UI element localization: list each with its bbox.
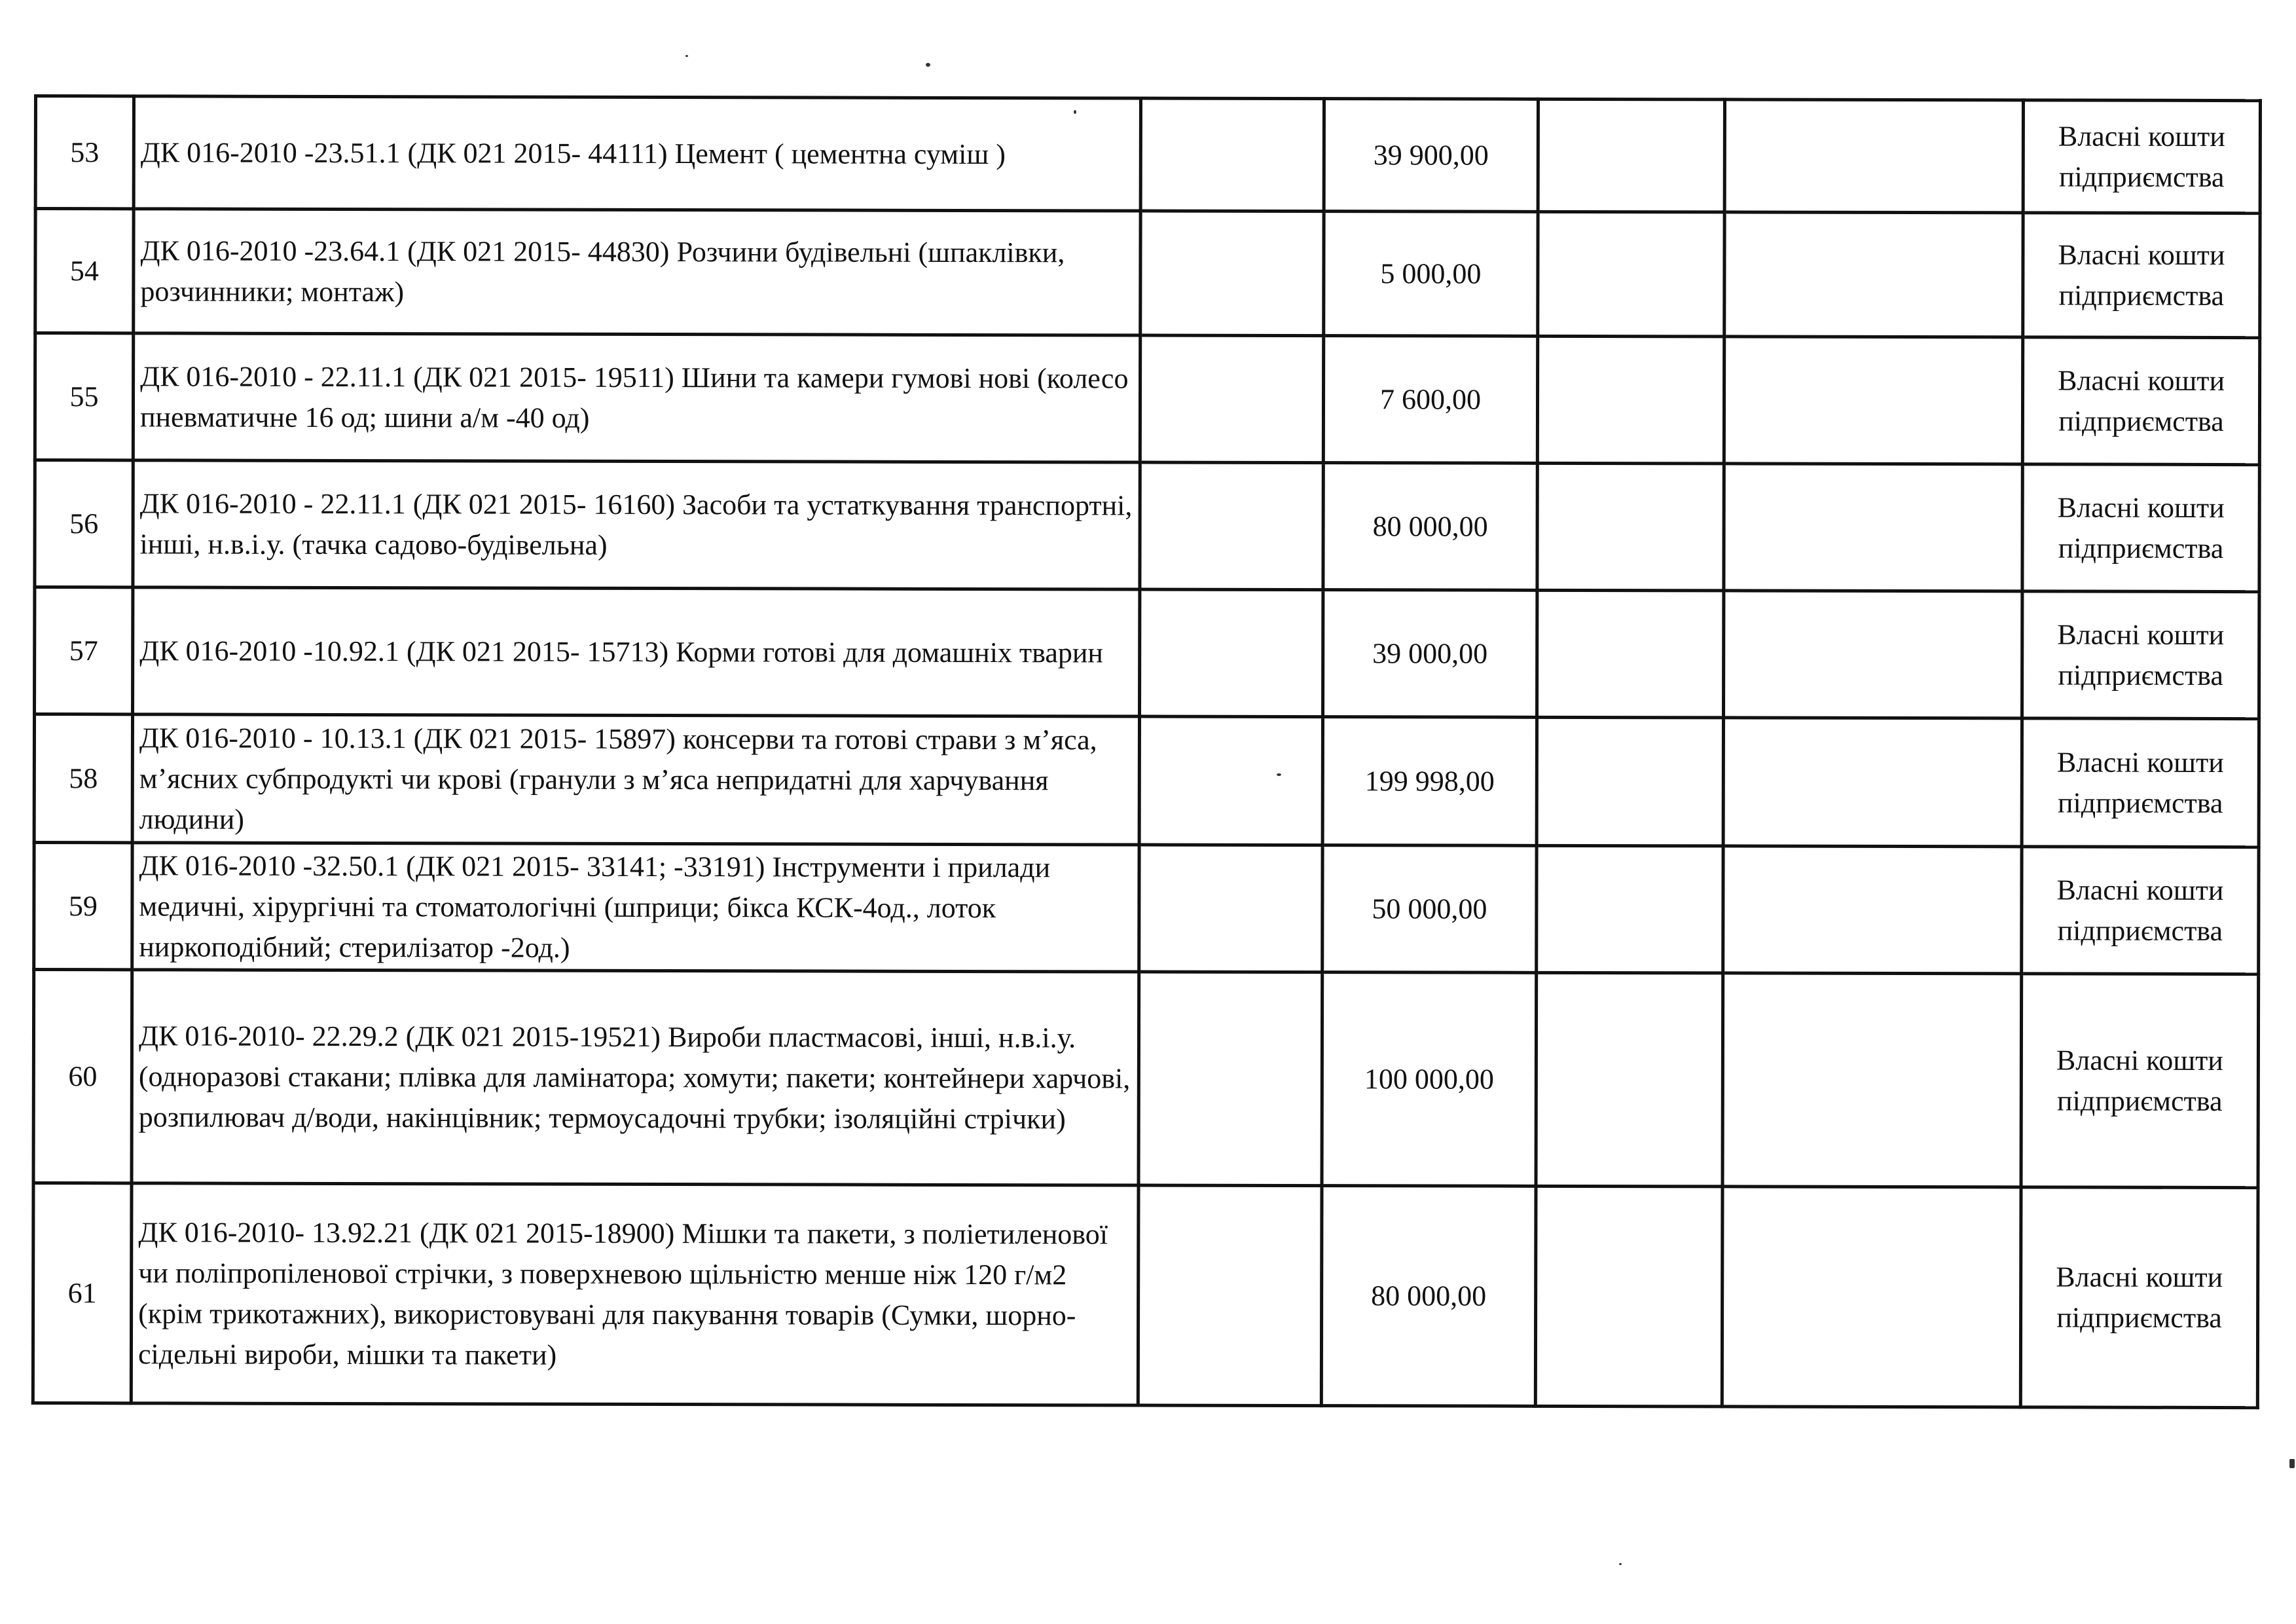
empty-cell	[1538, 99, 1724, 212]
table-row	[33, 1183, 2258, 1408]
row-number: 59	[34, 843, 132, 970]
empty-cell	[1139, 716, 1322, 845]
row-number: 53	[35, 96, 134, 209]
table-row	[35, 209, 2260, 338]
empty-cell	[1723, 718, 2022, 847]
funding-source: Власні кошти підприємства	[2022, 591, 2259, 719]
item-amount: 7 600,00	[1323, 336, 1537, 464]
item-description: ДК 016-2010 - 22.11.1 (ДК 021 2015- 16160) Засоби та устаткування транспортні, інші, н.в.і.у. (тачка садово-будівельна)	[133, 460, 1140, 589]
item-amount: 39 000,00	[1323, 590, 1537, 718]
empty-cell	[1536, 972, 1723, 1187]
scan-speck	[926, 63, 930, 67]
funding-source: Власні кошти підприємства	[2022, 337, 2259, 465]
empty-cell	[1724, 337, 2022, 464]
empty-cell	[1537, 463, 1724, 591]
empty-cell	[1140, 98, 1324, 212]
row-number: 58	[34, 714, 132, 843]
table-row	[35, 96, 2260, 213]
empty-cell	[1537, 717, 1723, 846]
row-number: 54	[35, 209, 134, 333]
row-number: 55	[35, 333, 133, 460]
empty-cell	[1139, 845, 1322, 972]
empty-cell	[1140, 462, 1323, 590]
scan-speck	[1619, 1563, 1622, 1565]
item-description: ДК 016-2010 -32.50.1 (ДК 021 2015- 33141; -33191) Інструменти і прилади медичні, хірургічні та стоматологічні (шприци; бікса КСК-4од., лоток ниркоподібний; стерилізатор -2од.)	[132, 843, 1139, 972]
row-number: 60	[33, 970, 132, 1183]
funding-source: Власні кошти підприємства	[2022, 464, 2259, 592]
empty-cell	[1537, 336, 1724, 464]
procurement-table	[31, 94, 2262, 1409]
empty-cell	[1139, 972, 1322, 1186]
empty-cell	[1140, 589, 1323, 717]
table-row	[33, 970, 2259, 1188]
item-description: ДК 016-2010 -10.92.1 (ДК 021 2015- 15713) Корми готові для домашніх тварин	[133, 587, 1140, 716]
table-row	[35, 333, 2259, 465]
scan-speck	[685, 55, 688, 57]
row-number: 57	[35, 587, 133, 714]
item-amount: 100 000,00	[1322, 972, 1537, 1187]
funding-source: Власні кошти підприємства	[2022, 847, 2259, 974]
item-description: ДК 016-2010 - 22.11.1 (ДК 021 2015- 19511) Шини та камери гумові нові (колесо пневматичне 16 од; шини а/м -40 од)	[133, 333, 1140, 462]
item-description: ДК 016-2010 - 10.13.1 (ДК 021 2015- 15897) консерви та готові страви з м’яса, м’ясних субпродукті чи крові (гранули з м’яса непридатні для харчування людини)	[132, 714, 1139, 845]
empty-cell	[1537, 590, 1724, 718]
row-number: 61	[33, 1183, 132, 1403]
scan-speck	[2289, 1459, 2295, 1468]
item-amount: 80 000,00	[1321, 1186, 1536, 1407]
empty-cell	[1724, 212, 2023, 337]
funding-source: Власні кошти підприємства	[2021, 974, 2259, 1188]
funding-source: Власні кошти підприємства	[2022, 718, 2259, 847]
empty-cell	[1722, 1187, 2021, 1407]
funding-source: Власні кошти підприємства	[2023, 213, 2260, 338]
empty-cell	[1140, 211, 1324, 336]
item-description: ДК 016-2010 -23.51.1 (ДК 021 2015- 44111) Цемент ( цементна суміш )	[134, 96, 1140, 211]
empty-cell	[1724, 464, 2022, 591]
row-number: 56	[35, 460, 133, 587]
empty-cell	[1140, 335, 1323, 463]
table-row	[35, 587, 2259, 719]
item-amount: 50 000,00	[1322, 845, 1537, 973]
empty-cell	[1724, 100, 2023, 213]
funding-source: Власні кошти підприємства	[2023, 100, 2260, 213]
funding-source: Власні кошти підприємства	[2020, 1187, 2258, 1408]
table-row	[34, 714, 2259, 847]
item-description: ДК 016-2010 -23.64.1 (ДК 021 2015- 44830) Розчини будівельні (шпаклівки, розчинники; монтаж)	[134, 209, 1140, 335]
item-amount: 5 000,00	[1324, 212, 1538, 337]
empty-cell	[1538, 212, 1724, 337]
item-amount: 199 998,00	[1322, 717, 1537, 846]
item-amount: 39 900,00	[1324, 99, 1538, 212]
item-amount: 80 000,00	[1323, 463, 1537, 591]
empty-cell	[1138, 1185, 1322, 1406]
empty-cell	[1535, 1186, 1722, 1407]
empty-cell	[1537, 845, 1723, 973]
empty-cell	[1724, 591, 2022, 718]
item-description: ДК 016-2010- 22.29.2 (ДК 021 2015-19521) Вироби пластмасові, інші, н.в.і.у. (одноразові стакани; плівка для ламінатора; хомути; пакети; контейнери харчові, розпилювач д/води, накінцівник; термоусадочні трубки; ізоляційні стрічки)	[132, 970, 1139, 1185]
item-description: ДК 016-2010- 13.92.21 (ДК 021 2015-18900) Мішки та пакети, з поліетиленової чи поліпропіленової стрічки, з поверхневою щільністю менше ніж 120 г/м2 (крім трикотажних), використовувані для пакування товарів (Сумки, шорно-сідельні вироби, мішки та пакети)	[131, 1183, 1139, 1405]
empty-cell	[1722, 973, 2022, 1187]
table-row	[34, 843, 2259, 974]
table-row	[35, 460, 2259, 592]
empty-cell	[1723, 846, 2022, 974]
